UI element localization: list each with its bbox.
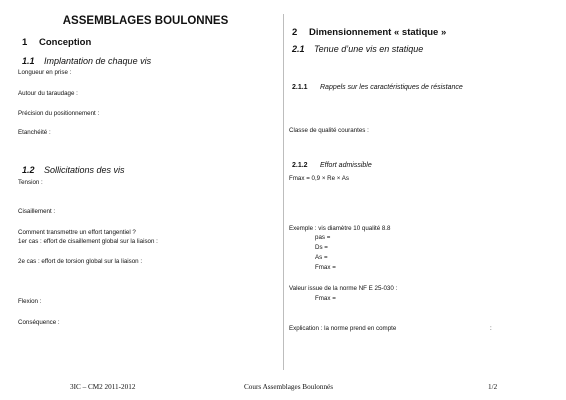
text-valeur-norme: Valeur issue de la norme NF E 25-030 : (289, 285, 398, 292)
footer-course-code: 3IC – CM2 2011-2012 (70, 383, 136, 391)
text-autour-du-taraudage: Autour du taraudage : (18, 90, 78, 97)
subsubsection-title: Rappels sur les caractéristiques de résistance (320, 84, 463, 91)
text-precision-positionnement: Précision du positionnement : (18, 110, 100, 117)
text-example-fmax: Fmax = (315, 264, 336, 271)
column-divider (283, 14, 284, 370)
text-question-effort-tangentiel: Comment transmettre un effort tangentiel ? (18, 229, 136, 236)
text-longueur-en-prise: Longueur en prise : (18, 69, 72, 76)
text-deuxieme-cas: 2e cas : effort de torsion global sur la liaison : (18, 258, 143, 265)
text-formula-fmax: Fmax = 0,9 × Re × As (289, 175, 350, 182)
text-etancheite: Etanchéité : (18, 129, 51, 136)
subsubsection-number: 2.1.1 (292, 84, 308, 91)
document-title: ASSEMBLAGES BOULONNES (62, 15, 229, 27)
text-valeur-fmax: Fmax = (315, 295, 336, 302)
subsection-heading-tenue-vis (292, 44, 423, 54)
subsubsection-title: Effort admissible (320, 162, 372, 169)
subsection-title: Tenue d’une vis en statique (314, 44, 424, 54)
text-consequence: Conséquence : (18, 319, 60, 326)
text-flexion: Flexion : (18, 298, 42, 305)
section-heading-dimensionnement (292, 27, 446, 38)
footer-page-number: 1/2 (488, 383, 498, 391)
section-heading-conception (22, 37, 91, 48)
text-tension: Tension : (18, 179, 43, 186)
subsection-title: Implantation de chaque vis (44, 56, 152, 66)
footer-course-title: Cours Assemblages Boulonnés (244, 383, 334, 391)
text-exemple: Exemple : vis diamètre 10 qualité 8.8 (289, 225, 391, 232)
subsection-number: 1.1 (22, 56, 35, 66)
subsubsection-heading-effort-admissible (292, 162, 372, 169)
section-number: 1 (22, 37, 28, 48)
subsection-number: 1.2 (22, 165, 35, 175)
text-classe-qualite: Classe de qualité courantes : (289, 127, 369, 134)
section-number: 2 (292, 27, 298, 38)
subsection-heading-sollicitations (22, 165, 125, 175)
text-explication-colon: : (490, 325, 492, 332)
subsubsection-heading-rappels (292, 84, 463, 91)
text-explication: Explication : la norme prend en compte (289, 325, 397, 332)
text-example-pas: pas = (315, 234, 331, 241)
text-cisaillement: Cisaillement : (18, 208, 56, 215)
text-example-as: As = (315, 254, 328, 261)
subsubsection-number: 2.1.2 (292, 162, 308, 169)
text-premier-cas: 1er cas : effort de cisaillement global sur la liaison : (18, 238, 158, 245)
section-title: Conception (39, 37, 92, 48)
subsection-number: 2.1 (292, 44, 305, 54)
subsection-title: Sollicitations des vis (44, 165, 125, 175)
subsection-heading-implantation (22, 56, 151, 66)
section-title: Dimensionnement « statique » (309, 27, 447, 38)
text-example-ds: Ds = (315, 244, 328, 251)
